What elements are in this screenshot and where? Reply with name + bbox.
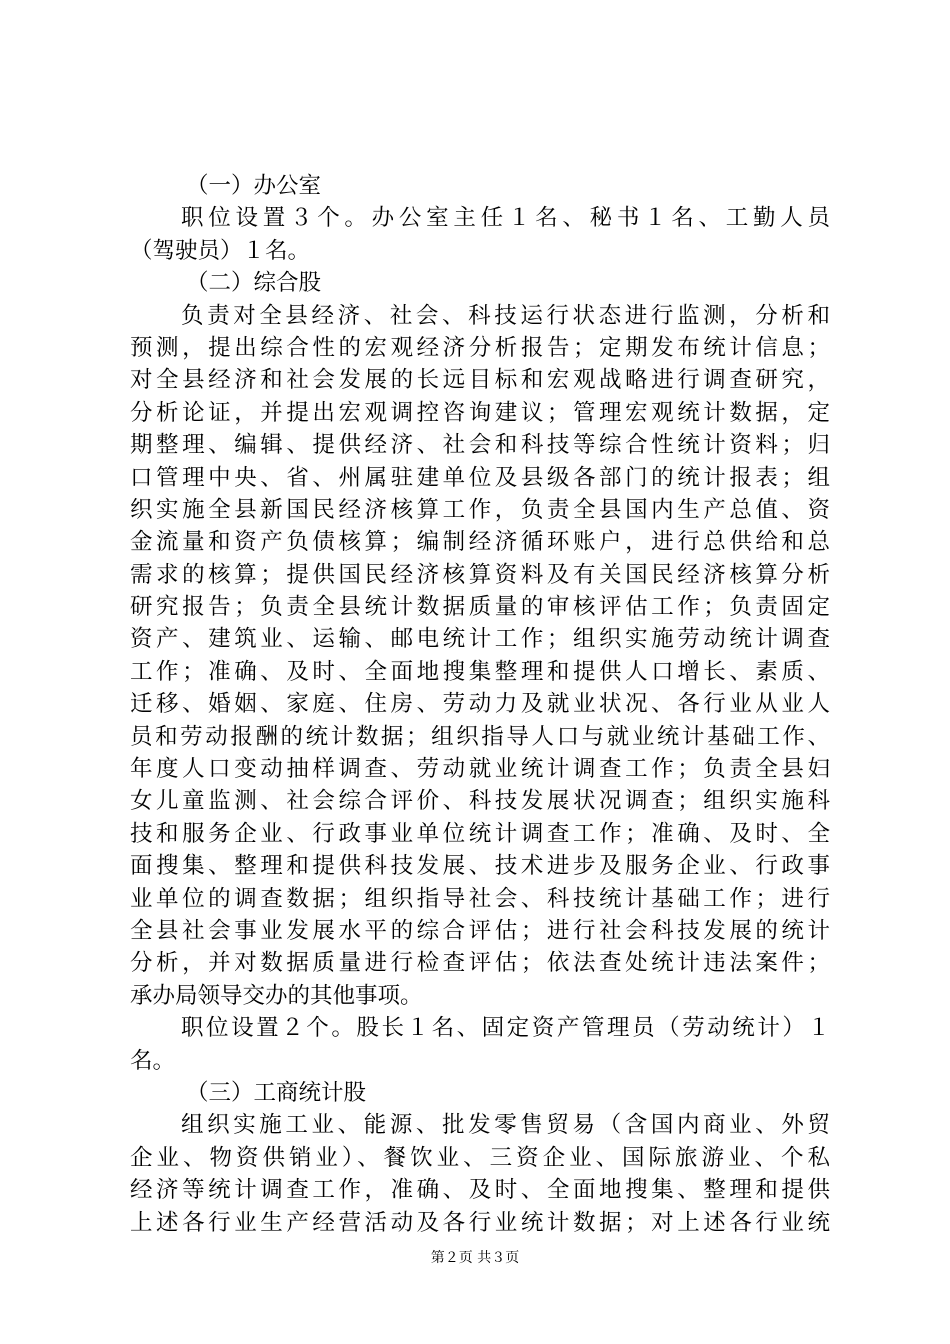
- section-heading: （三）工商统计股: [186, 1079, 367, 1106]
- paragraph-line: 对全县经济和社会发展的长远目标和宏观战略进行调查研究，: [130, 367, 830, 394]
- section-heading: （一）办公室: [186, 173, 322, 199]
- section-comprehensive: [130, 267, 830, 1077]
- paragraph-line: 组织实施工业、能源、批发零售贸易（含国内商业、外贸: [181, 1112, 830, 1139]
- paragraph-line: 名。: [130, 1047, 176, 1074]
- paragraph: [130, 300, 830, 1013]
- paragraph-line: 需求的核算；提供国民经济核算资料及有关国民经济核算分析: [130, 561, 830, 588]
- paragraph-line: （驾驶员）１名。: [130, 237, 311, 264]
- document-body: [130, 170, 830, 1239]
- paragraph-line: 员和劳动报酬的统计数据；组织指导人口与就业统计基础工作、: [130, 723, 830, 750]
- section-office: [130, 170, 830, 267]
- paragraph-line: 全县社会事业发展水平的综合评估；进行社会科技发展的统计: [130, 917, 830, 944]
- paragraph-line: 负责对全县经济、社会、科技运行状态进行监测，分析和: [181, 302, 830, 329]
- paragraph-line: 技和服务企业、行政事业单位统计调查工作；准确、及时、全: [130, 820, 830, 847]
- paragraph-line: 研究报告；负责全县统计数据质量的审核评估工作；负责固定: [130, 594, 830, 621]
- paragraph-line: 口管理中央、省、州属驻建单位及县级各部门的统计报表；组: [130, 464, 830, 491]
- paragraph: [130, 1012, 830, 1077]
- paragraph-line: 分析论证，并提出宏观调控咨询建议；管理宏观统计数据，定: [130, 399, 830, 426]
- paragraph-line: 女儿童监测、社会综合评价、科技发展状况调查；组织实施科: [130, 788, 830, 815]
- paragraph-line: 企业、物资供销业）、餐饮业、三资企业、国际旅游业、个私: [130, 1144, 830, 1171]
- paragraph-line: 迁移、婚姻、家庭、住房、劳动力及就业状况、各行业从业人: [130, 691, 830, 718]
- paragraph-line: 业单位的调查数据；组织指导社会、科技统计基础工作；进行: [130, 885, 830, 912]
- paragraph-line: 织实施全县新国民经济核算工作，负责全县国内生产总值、资: [130, 496, 830, 523]
- paragraph: [130, 202, 830, 267]
- paragraph-line: 预测，提出综合性的宏观经济分析报告；定期发布统计信息；: [130, 334, 830, 361]
- paragraph-line: 资产、建筑业、运输、邮电统计工作；组织实施劳动统计调查: [130, 626, 830, 653]
- paragraph-line: 金流量和资产负债核算；编制经济循环账户，进行总供给和总: [130, 529, 830, 556]
- paragraph-line: 分析，并对数据质量进行检查评估；依法查处统计违法案件；: [130, 950, 830, 977]
- paragraph-line: 年度人口变动抽样调查、劳动就业统计调查工作；负责全县妇: [130, 756, 830, 783]
- paragraph-line: 经济等统计调查工作，准确、及时、全面地搜集、整理和提供: [130, 1177, 830, 1204]
- paragraph-line: 期整理、编辑、提供经济、社会和科技等综合性统计资料；归: [130, 432, 830, 459]
- paragraph-line: 职位设置２个。股长１名、固定资产管理员（劳动统计）１: [181, 1015, 830, 1042]
- paragraph-line: 工作；准确、及时、全面地搜集整理和提供人口增长、素质、: [130, 658, 830, 685]
- paragraph: [130, 1109, 830, 1239]
- page-number-label: 第２页 共３页: [430, 1250, 520, 1266]
- section-industry-commerce-statistics: [130, 1077, 830, 1239]
- paragraph-line: 面搜集、整理和提供科技发展、技术进步及服务企业、行政事: [130, 853, 830, 880]
- section-heading: （二）综合股: [186, 270, 322, 297]
- paragraph-line: 职位设置３个。办公室主任１名、秘书１名、工勤人员: [181, 205, 830, 232]
- paragraph-line: 上述各行业生产经营活动及各行业统计数据；对上述各行业统: [130, 1209, 830, 1236]
- page-footer: [0, 1248, 950, 1268]
- paragraph-line: 承办局领导交办的其他事项。: [130, 982, 423, 1009]
